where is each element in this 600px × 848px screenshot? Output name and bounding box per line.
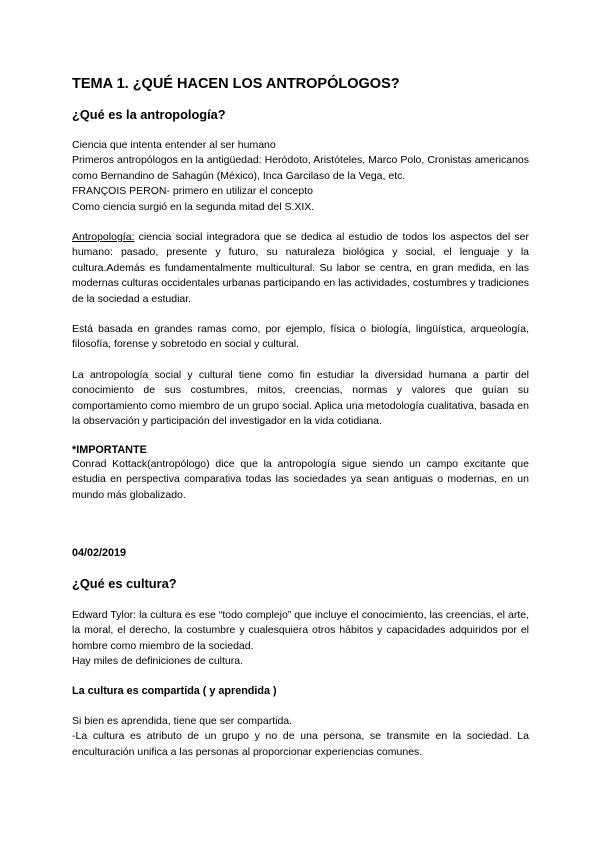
date-label: 04/02/2019 xyxy=(72,547,127,559)
shared-line: -La cultura es atributo de un grupo y no de una persona, se transmite en la sociedad. La enculturación unifica a las personas al proporcionar experiencias comunes. xyxy=(72,730,529,758)
tylor-paragraph: Edward Tylor: la cultura es ese “todo complejo” que incluye el conocimiento, las creencias, el arte, la moral, el derecho, la costumbre y cualesquiera otros hábitos y capacidades adquiridos por el hombre como miembro de la sociedad. xyxy=(72,609,529,652)
intro-line: Como ciencia surgió en la segunda mitad del S.XIX. xyxy=(72,200,315,213)
section-heading-antropologia: ¿Qué es la antropología? xyxy=(72,107,226,122)
important-label: *IMPORTANTE xyxy=(72,444,147,456)
definitions-line: Hay miles de definiciones de cultura. xyxy=(72,655,244,668)
intro-line: FRANÇOIS PERON- primero en utilizar el concepto xyxy=(72,185,313,198)
page-title: TEMA 1. ¿QUÉ HACEN LOS ANTROPÓLOGOS? xyxy=(72,76,400,92)
branches-paragraph: Está basada en grandes ramas como, por ejemplo, física o biología, lingüística, arqueología, filosofía, forense y sobretodo en social y cultural. xyxy=(72,323,529,351)
shared-line: Si bien es aprendida, tiene que ser compartida. xyxy=(72,715,293,727)
social-cultural-paragraph: La antropología social y cultural tiene como fin estudiar la diversidad humana a partir del conocimiento de sus costumbres, mitos, creencias, normas y valores que guían su comportamiento como miembro de un grupo social. Aplica una metodología cualitativa, basada en la observación y participación del investigador en la vida cotidiana. xyxy=(72,369,529,428)
important-paragraph: Conrad Kottack(antropólogo) dice que la antropología sigue siendo un campo excitante que estudia en perspectiva comparativa todas las sociedades ya sean antiguas o modernas, en un mundo más globalizado. xyxy=(72,458,529,501)
intro-block xyxy=(72,138,529,215)
shared-block xyxy=(72,714,529,760)
intro-line: Ciencia que intenta entender al ser humano xyxy=(72,139,276,151)
definition-paragraph xyxy=(72,230,529,307)
definition-term: Antropología: xyxy=(72,231,135,243)
definition-text: ciencia social integradora que se dedica al estudio de todos los aspectos del ser humano: pasado, presente y futuro, su naturaleza biológica y social, el lenguaje y la cultura.Además es fundamentalmente multicultural. Su labor se centra, en gran medida, en las modernas culturas occidentales urbanas participando en las actividades, costumbres y tradiciones de la sociedad a estudiar. xyxy=(72,231,529,305)
tylor-block xyxy=(72,608,529,670)
subheading-cultura-compartida: La cultura es compartida ( y aprendida ) xyxy=(72,685,277,697)
section-heading-cultura: ¿Qué es cultura? xyxy=(72,576,177,591)
intro-line: Primeros antropólogos en la antigüedad: Heródoto, Aristóteles, Marco Polo, Cronistas americanos como Bernandino de Sahagún (México), Inca Garcilaso de la Vega, etc. xyxy=(72,154,529,182)
